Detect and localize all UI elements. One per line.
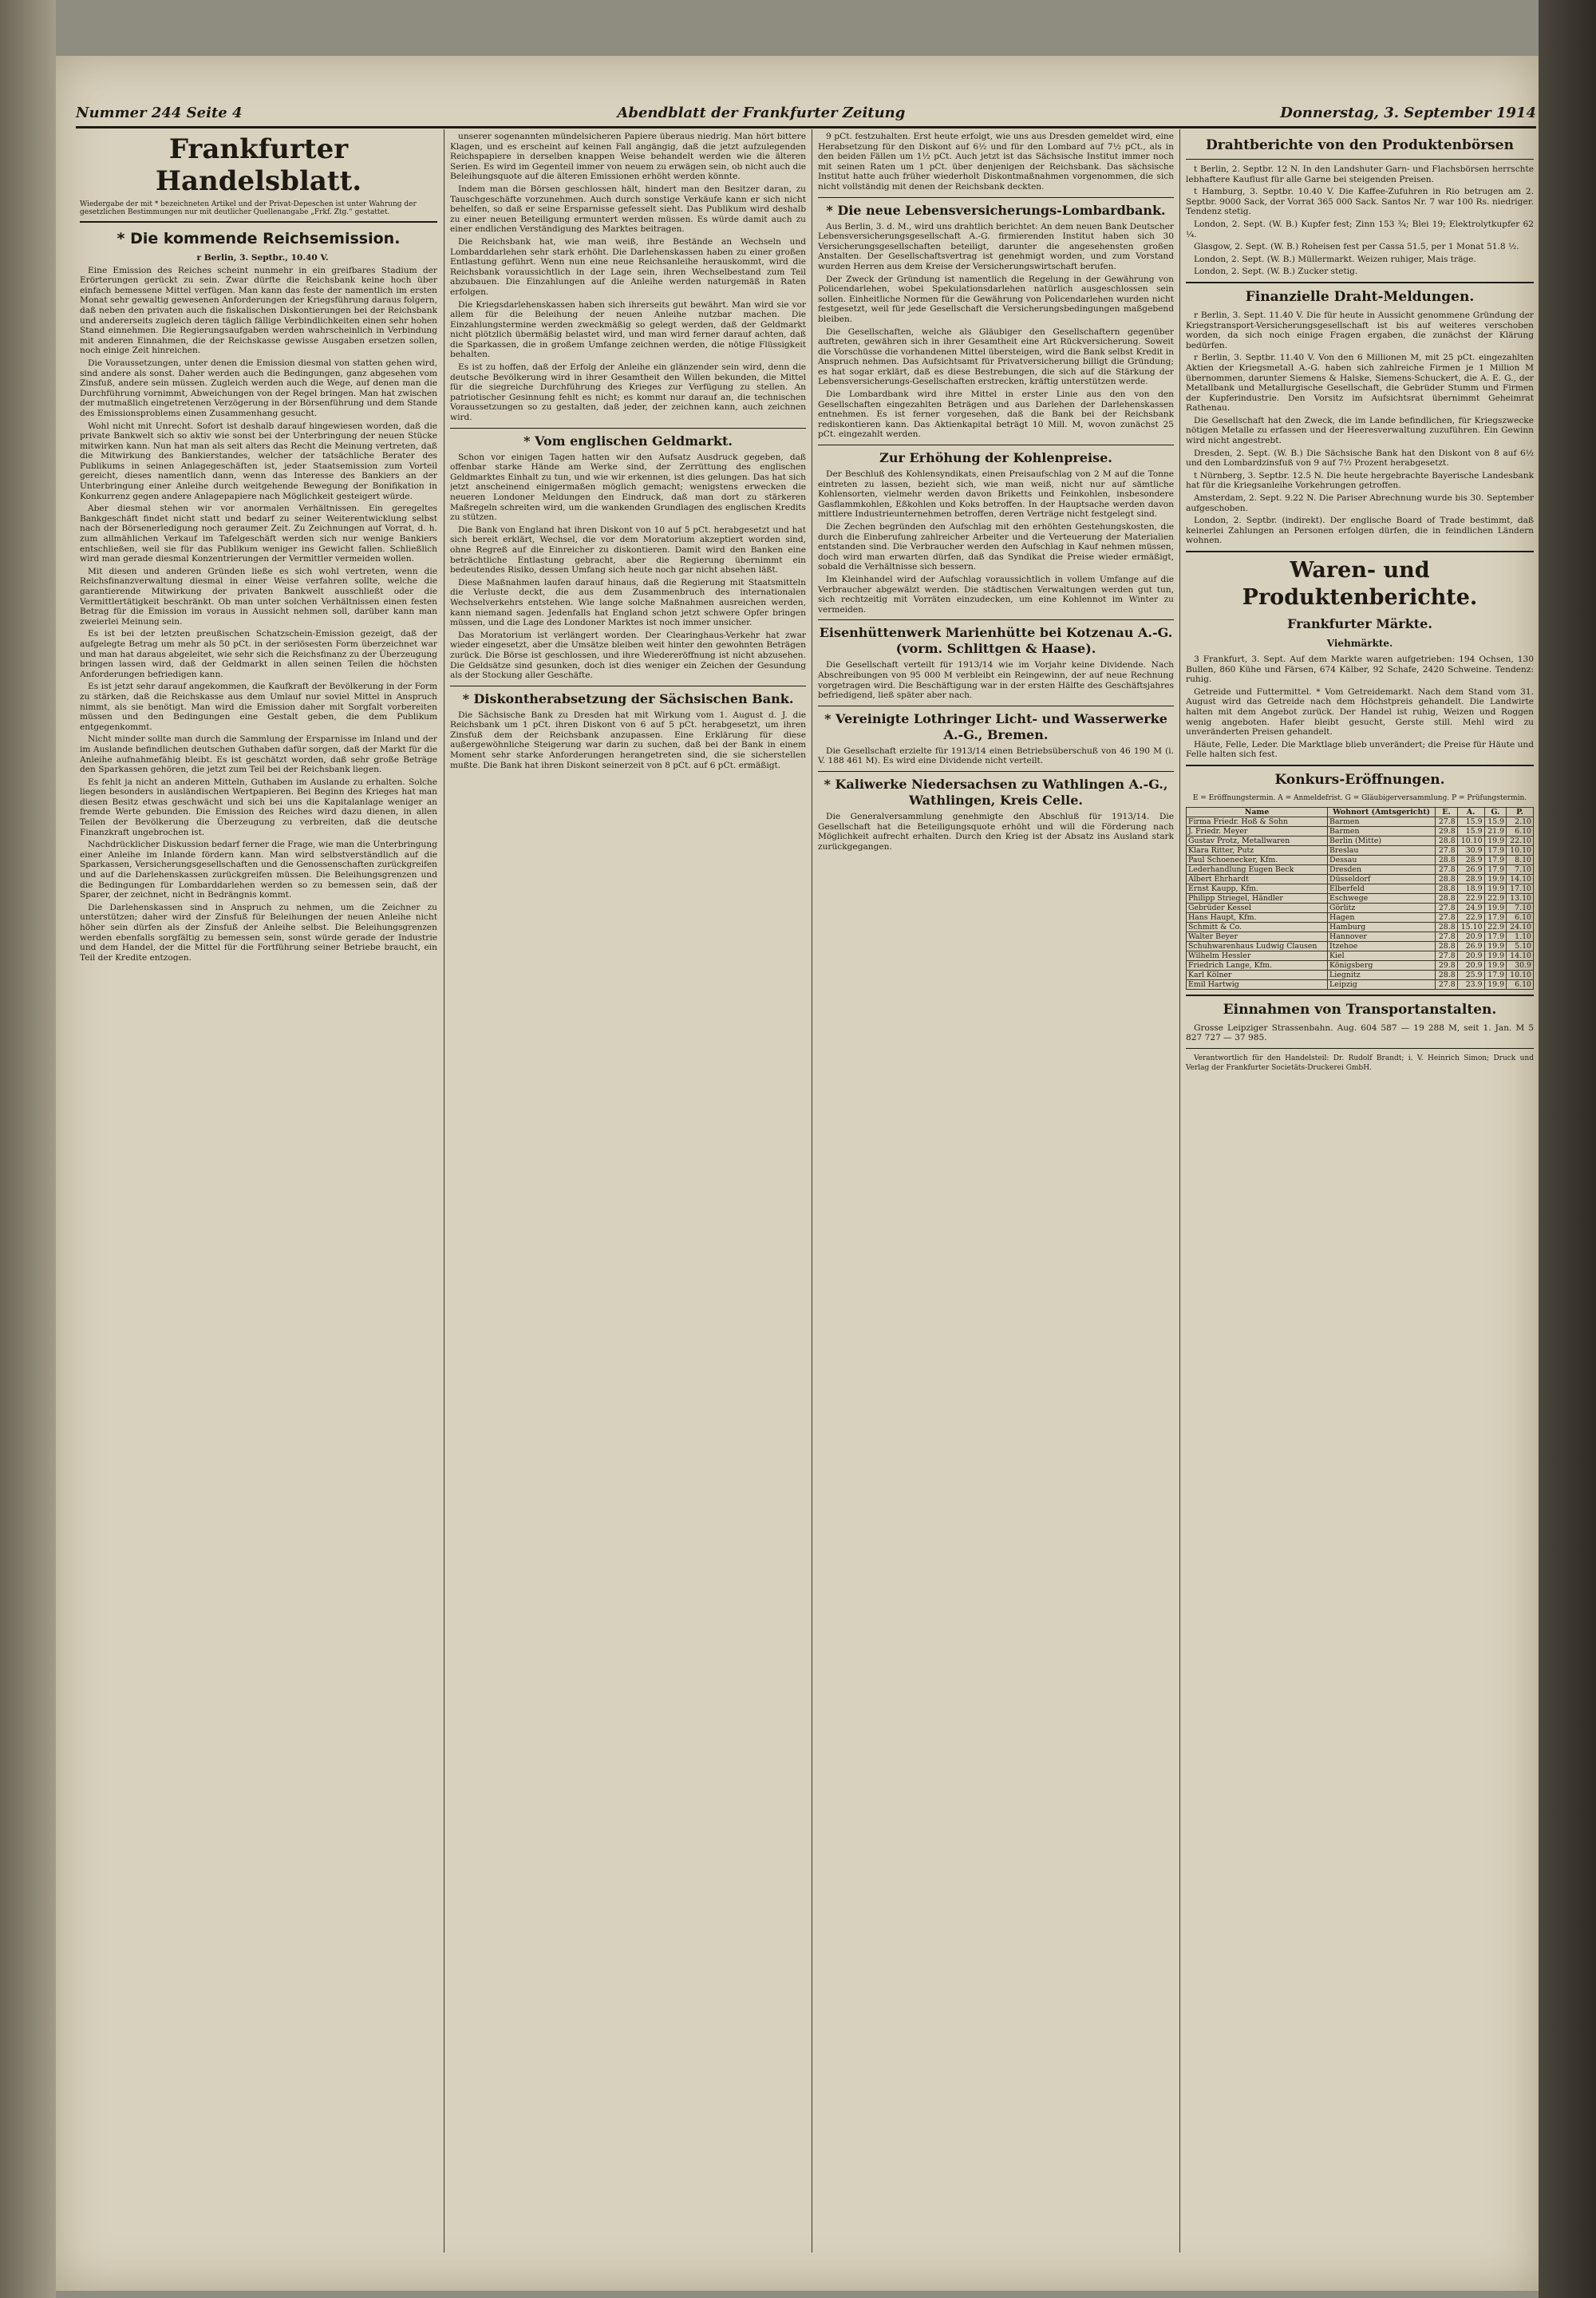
table-cell: Emil Hartwig <box>1187 979 1328 989</box>
table-cell: 28.8 <box>1436 970 1458 979</box>
paragraph: Die Generalversammlung genehmigte den Abschluß für 1913/14. Die Gesellschaft hat die Beteiligungsquote erhöht und will die Förderung nach Möglichkeit aufrecht erhalten. Durch den Krieg ist der Absatz ins Ausland stark zurückgegangen. <box>818 811 1174 852</box>
table-row <box>1187 884 1534 893</box>
table-cell: 19.9 <box>1484 903 1507 912</box>
masthead-rule <box>76 126 1536 129</box>
paragraph: Dresden, 2. Sept. (W. B.) Die Sächsische Bank hat den Diskont von 8 auf 6½ und den Lombardzinsfuß von 9 auf 7½ Prozent herabgesetzt. <box>1186 448 1534 469</box>
page-edge <box>1539 0 1596 2298</box>
table-cell: 28.8 <box>1436 874 1458 884</box>
table-cell: 15.9 <box>1457 817 1484 826</box>
divider <box>1186 159 1534 160</box>
table-cell: 22.9 <box>1457 912 1484 922</box>
table-cell: 6.10 <box>1507 979 1534 989</box>
paragraph: t Berlin, 2. Septbr. 12 N. In den Landshuter Garn- und Flachsbörsen herrschte lebhaftere Kauflust für alle Garne bei steigenden Preisen. <box>1186 164 1534 184</box>
paragraph: Die Bank von England hat ihren Diskont von 10 auf 5 pCt. herabgesetzt und hat sich bereit erklärt, Wechsel, die vor dem Moratorium akzeptiert worden sind, ohne Regreß auf die Einreicher zu diskontieren. Damit wird den Banken eine beträchtliche Entlastung gebracht, aber die Regierung übernimmt ein bedeutendes Risiko, dessen Umfang sich heute noch gar nicht absehen läßt. <box>450 524 806 575</box>
paragraph: Aus Berlin, 3. d. M., wird uns drahtlich berichtet: An dem neuen Bank Deutscher Lebensversicherungsgesellschaft A.-G. firmierenden Institut haben sich 30 Versicherungsgesellschaften beteiligt, darunter die angesehensten großen Anstalten. Der Gesellschaftsvertrag ist genehmigt worden, und zum Vorstand wurden Herren aus dem Kreise der Versicherungswirtschaft berufen. <box>818 221 1174 271</box>
paragraph: London, 2. Septbr. (indirekt). Der englische Board of Trade bestimmt, daß keinerlei Zahlungen an Personen erfolgen dürfen, die in feindlichen Ländern wohnen. <box>1186 516 1534 546</box>
table-cell: Dresden <box>1328 864 1436 874</box>
paragraph: Im Kleinhandel wird der Aufschlag voraussichtlich in vollem Umfange auf die Verbraucher abgewälzt werden. Die städtischen Verwaltungen werden gut tun, sich rechtzeitig mit Vorräten einzudecken, um eine Kohlennot im Winter zu vermeiden. <box>818 574 1174 615</box>
table-cell: 19.9 <box>1484 884 1507 893</box>
table-cell: Friedrich Lange, Kfm. <box>1187 960 1328 970</box>
table-cell: 28.9 <box>1457 855 1484 864</box>
table-cell: Barmen <box>1328 817 1436 826</box>
section-title: Finanzielle Draht-Meldungen. <box>1245 288 1475 305</box>
paragraph: Schon vor einigen Tagen hatten wir den Aufsatz Ausdruck gegeben, daß offenbar starke Hände am Werke sind, der Zerrüttung des englischen Geldmarktes Einhalt zu tun, und wie wir erkennen, ist dies gelungen. Das hat sich jetzt anscheinend einigermaßen möglich gemacht; wenigstens erwecken die neueren Londoner Meldungen den Eindruck, daß man dort zu stärkeren Maßregeln schreiten wird, um die wankenden Grundlagen des englischen Kredits zu stützen. <box>450 452 806 523</box>
column-3 <box>818 132 1174 2251</box>
table-cell: 2.10 <box>1507 817 1534 826</box>
paragraph: Die Kriegsdarlehenskassen haben sich ihrerseits gut bewährt. Man wird sie vor allem für die Beleihung der neuen Anleihe nutzbar machen. Die Einzahlungstermine werden zweckmäßig so gelegt werden, daß der Geldmarkt nicht plötzlich übermäßig belastet wird, und man wird ferner darauf achten, daß die Sparkassen, die in großem Umfange zeichnen werden, die nötige Flüssigkeit behalten. <box>450 299 806 360</box>
subsection-title: Viehmärkte. <box>1326 638 1393 649</box>
paragraph: Die Voraussetzungen, unter denen die Emission diesmal von statten gehen wird, sind andere als sonst. Daher werden auch die Bedingungen, ganz abgesehen vom Zinsfuß, andere sein müssen. Zugleich werden auch die Wege, auf denen man die Durchführung vornimmt, Abweichungen von der Regel bringen. Man hat zwischen der mutmaßlich eingetretenen Verzögerung in der Börsenführung und dem Stande des Emissionsproblems einen Zusammenhang gesucht. <box>80 358 437 418</box>
bankruptcy-table <box>1186 807 1534 990</box>
table-cell: 27.8 <box>1436 951 1458 960</box>
divider <box>818 197 1174 198</box>
table-cell: 28.8 <box>1436 884 1458 893</box>
table-row <box>1187 845 1534 855</box>
table-cell: Dessau <box>1328 855 1436 864</box>
paragraph: r Berlin, 3. Septbr. 11.40 V. Von den 6 Millionen M, mit 25 pCt. eingezahlten Aktien der Kriegsmetall A.-G. haben sich zahlreiche Firmen je 1 Million M übernommen, darunter Siemens & Halske, Siemens-Schuckert, die A. E. G., der Metallbank und Metallurgische Gesellschaft, die Gebrüder Stumm und Firmen der Kupferindustrie. Den Vorsitz im Aufsichtsrat übernimmt Geheimrat Rathenau. <box>1186 353 1534 413</box>
divider <box>80 221 437 223</box>
article-title: * Die neue Lebensversicherungs-Lombardbank. <box>826 202 1166 218</box>
paragraph: Die Gesellschaften, welche als Gläubiger den Gesellschaftern gegenüber auftreten, gewähren sich in ihrer Gesamtheit eine Art Rückversicherung. Soweit die Vorschüsse die vorhandenen Mittel übersteigen, wird die Bank selbst Kredit in Anspruch nehmen. Das Aufsichtsamt für Privatversicherung billigt die Gründung; es hat sogar erklärt, daß es diese Bestrebungen, die sich auf die Stärkung der Lebensversicherungs-Gesellschaften erstrecken, kräftig unterstützen werde. <box>818 326 1174 387</box>
paragraph: Die Gesellschaft hat den Zweck, die im Lande befindlichen, für Kriegszwecke nötigen Metalle zu erfassen und der Heeresverwaltung zuzuführen. Ein Gewinn wird nicht angestrebt. <box>1186 415 1534 446</box>
column-rule <box>1179 129 1180 2253</box>
table-cell: Königsberg <box>1328 960 1436 970</box>
paragraph: unserer sogenannten mündelsicheren Papiere überaus niedrig. Man hört bittere Klagen, und es erscheint auf keinen Fall angängig, daß die jetzt aufzulegenden Reichspapiere in derselben knappen Weise behandelt werden wie die älteren Serien. Es wird im Gegenteil immer von neuem zu erwägen sein, ob nicht auch die Beleihungsquote auf die älteren Emissionen erhöht werden könnte. <box>450 132 806 182</box>
paragraph: Es ist zu hoffen, daß der Erfolg der Anleihe ein glänzender sein wird, denn die deutsche Bevölkerung wird in ihrer Gesamtheit den Willen bekunden, die Mittel für die siegreiche Durchführung des Krieges zur Verfügung zu stellen. An patriotischer Gesinnung fehlt es nicht; es kommt nur darauf an, die technischen Voraussetzungen so zu gestalten, daß jeder, der zeichnen kann, auch zeichnen wird. <box>450 362 806 423</box>
column-2 <box>450 132 806 2251</box>
paragraph: Die Sächsische Bank zu Dresden hat mit Wirkung vom 1. August d. J. die Reichsbank um 1 pCt. ihren Diskont von 6 auf 5 pCt. herabgesetzt, um ihren Zinsfuß dem der Reichsbank anzupassen. Eine Erklärung für diese außergewöhnliche Steigerung war darin zu suchen, daß bei der Bank in einem Moment sehr starke Anforderungen herangetreten sind, die sie sicherstellen mußte. Die Bank hat ihren Diskont seinerzeit von 8 pCt. auf 6 pCt. ermäßigt. <box>450 710 806 770</box>
column-4 <box>1186 132 1534 2251</box>
table-row <box>1187 855 1534 864</box>
paragraph: Nachdrücklicher Diskussion bedarf ferner die Frage, wie man die Unterbringung einer Anleihe im Inlande fördern kann. Man wird selbstverständlich auf die Sparkassen, Versicherungsgesellschaften und die Genossenschaften zurückgreifen und auf die Darlehenskassen zurückgreifen müssen. Die Beleihungsgrenzen und die Bedingungen für Lombarddarlehen werden so zu bemessen sein, daß der Sparer, der zeichnet, nicht in Bedrängnis kommt. <box>80 840 437 900</box>
table-cell: 21.9 <box>1484 826 1507 836</box>
table-cell: 29.8 <box>1436 960 1458 970</box>
paragraph: London, 2. Sept. (W. B.) Zucker stetig. <box>1194 267 1358 277</box>
dateline: r Berlin, 3. Septbr., 10.40 V. <box>196 253 329 263</box>
reprint-notice: Wiedergabe der mit * bezeichneten Artikel und der Privat-Depeschen ist unter Wahrung der gesetzlichen Bestimmungen nur mit deutlicher Quellenangabe „Frkf. Ztg.“ gestattet. <box>80 200 417 216</box>
table-row <box>1187 979 1534 989</box>
paragraph: 3 Frankfurt, 3. Sept. Auf dem Markte waren aufgetrieben: 194 Ochsen, 130 Bullen, 860 Kühe und Färsen, 674 Kälber, 92 Schafe, 2420 Schweine. Tendenz: ruhig. <box>1186 655 1534 685</box>
article-title: * Kaliwerke Niedersachsen zu Wathlingen A.-G., Wathlingen, Kreis Celle. <box>824 776 1168 808</box>
article-title: * Die kommende Reichsemission. <box>117 230 401 247</box>
table-cell: Philipp Striegel, Händler <box>1187 893 1328 903</box>
paragraph: Indem man die Börsen geschlossen hält, hindert man den Besitzer daran, zu Tauschgeschäfte vorzunehmen. Auch durch sonstige Verkäufe kann er sich nicht behelfen, so daß er seine Ersparnisse gefesselt sieht. Das Publikum wird deshalb zu einer neuen Beteiligung ermuntert werden müssen. Es würde damit auch zu einer endlichen Verständigung des Marktes beitragen. <box>450 184 806 235</box>
table-cell: Gebrüder Kessel <box>1187 903 1328 912</box>
table-cell: Lederhandlung Eugen Beck <box>1187 864 1328 874</box>
section-title: Einnahmen von Transportanstalten. <box>1223 1001 1497 1018</box>
table-cell: 20.9 <box>1457 931 1484 941</box>
table-cell: 5.10 <box>1507 941 1534 951</box>
paragraph: Diese Maßnahmen laufen darauf hinaus, daß die Regierung mit Staatsmitteln die Verluste deckt, die aus dem Zusammenbruch des internationalen Wechselverkehrs entstehen. Wie lange solche Maßnahmen ausreichen werden, kann niemand sagen. Jedenfalls hat England schon jetzt schwere Opfer bringen müssen, und die Lage des Londoner Marktes ist noch immer unsicher. <box>450 577 806 628</box>
table-cell: Wilhelm Hessler <box>1187 951 1328 960</box>
table-cell: Kiel <box>1328 951 1436 960</box>
table-cell: 17.10 <box>1507 884 1534 893</box>
paragraph: London, 2. Sept. (W. B.) Müllermarkt. Weizen ruhiger, Mais träge. <box>1194 254 1476 264</box>
table-cell: 26.9 <box>1457 864 1484 874</box>
table-cell: 19.9 <box>1484 941 1507 951</box>
table-cell: 14.10 <box>1507 951 1534 960</box>
table-body <box>1187 817 1534 989</box>
table-cell: Schuhwarenhaus Ludwig Clausen <box>1187 941 1328 951</box>
column-header: E. <box>1436 807 1458 817</box>
paragraph: Getreide und Futtermittel. * Vom Getreidemarkt. Nach dem Stand vom 31. August wird das Getreide nach dem Höchstpreis gehandelt. Die Landwirte halten mit dem Angebot zurück. Der Handel ist ruhig, Weizen und Roggen wenig angeboten. Hafer bleibt gesucht, Gerste still. Mehl wird zu unveränderten Preisen gehandelt. <box>1186 686 1534 738</box>
table-row <box>1187 864 1534 874</box>
table-cell: 27.8 <box>1436 931 1458 941</box>
table-cell: 7.10 <box>1507 903 1534 912</box>
paragraph: Glasgow, 2. Sept. (W. B.) Roheisen fest per Cassa 51.5, per 1 Monat 51.8 ½. <box>1194 242 1519 252</box>
paragraph: Wohl nicht mit Unrecht. Sofort ist deshalb darauf hingewiesen worden, daß die private Bankwelt sich so aktiv wie sonst bei der Unterbringung der neuen Stücke mitwirken kann. Nun hat man als seit alters das Recht die Meinung vertreten, daß die Mitwirkung des Bankierstandes, welcher der tatsächliche Berater des Publikums in seinen Anlagegeschäften ist, jeder Staatsemission zum Vorteil gereicht, dieses namentlich dann, wenn das Interesse des Bankiers an der Unterbringung einer Anleihe durch weitgehende Bewegung der Bonifikation in Konkurrenz gegen andere Anlagepapiere nach Möglichkeit gesteigert würde. <box>80 421 437 501</box>
article-title: * Vom englischen Geldmarkt. <box>523 433 733 449</box>
table-cell: Hagen <box>1328 912 1436 922</box>
table-cell: 27.8 <box>1436 817 1458 826</box>
table-cell: 27.8 <box>1436 912 1458 922</box>
table-cell: 6.10 <box>1507 826 1534 836</box>
table-cell: 27.8 <box>1436 864 1458 874</box>
book-binding <box>0 0 56 2298</box>
page-title: Frankfurter Handelsblatt. <box>155 133 362 197</box>
table-cell: Hamburg <box>1328 922 1436 931</box>
table-cell: Liegnitz <box>1328 970 1436 979</box>
table-cell: Albert Ehrhardt <box>1187 874 1328 884</box>
table-cell: Firma Friedr. Hoß & Sohn <box>1187 817 1328 826</box>
table-cell: 22.9 <box>1457 893 1484 903</box>
table-cell: 22.9 <box>1484 922 1507 931</box>
table-header-row <box>1187 807 1534 817</box>
table-cell: Itzehoe <box>1328 941 1436 951</box>
table-cell: 28.9 <box>1457 874 1484 884</box>
divider <box>1186 551 1534 552</box>
section-title: Waren- und Produktenberichte. <box>1242 558 1478 610</box>
table-cell: 20.9 <box>1457 960 1484 970</box>
table-cell: Leipzig <box>1328 979 1436 989</box>
table-row <box>1187 874 1534 884</box>
article-title: * Diskontherabsetzung der Sächsischen Bank. <box>462 690 794 706</box>
paragraph: Aber diesmal stehen wir vor anormalen Verhältnissen. Ein geregeltes Bankgeschäft findet nicht statt und bedarf zu seiner Weiterentwicklung selbst nach der Börsenerledigung noch geraumer Zeit. Zu Zeichnungen auf Vorrat, d. h. zum allmählichen Verkauf im Tafelgeschäft werden sich nur wenige Bankiers entschließen, weil sie für das Publikum weniger ins Gewicht fallen. Schließlich wird man gerade diesmal Konzentrierungen der Vermittler vermeiden wollen. <box>80 504 437 564</box>
paragraph: 9 pCt. festzuhalten. Erst heute erfolgt, wie uns aus Dresden gemeldet wird, eine Herabsetzung für den Diskont auf 6½ und für den Lombard auf 7½ pCt., als in den beiden Fällen um 1½ pCt. Auch jetzt ist das Sächsische Institut immer noch mit seinen Raten um 1 pCt. über denjenigen der Reichsbank. Das sächsische Institut hatte auch früher wiederholt Diskontmaßnahmen vorgenommen, die sich nicht vollständig mit denen der Reichsbank deckten. <box>818 132 1174 192</box>
divider <box>1186 1048 1534 1049</box>
table-cell: 22.9 <box>1484 893 1507 903</box>
table-row <box>1187 836 1534 845</box>
table-cell: 27.8 <box>1436 903 1458 912</box>
table-cell: 8.10 <box>1507 855 1534 864</box>
article-title: Zur Erhöhung der Kohlenpreise. <box>879 450 1112 466</box>
divider <box>1186 765 1534 766</box>
table-cell: 18.9 <box>1457 884 1484 893</box>
table-cell: 28.8 <box>1436 922 1458 931</box>
table-row <box>1187 951 1534 960</box>
table-cell: 30.9 <box>1457 845 1484 855</box>
paragraph: Eine Emission des Reiches scheint nunmehr in ein greifbares Stadium der Erörterungen gerückt zu sein. Zwar dürfte die Reichsbank keine hoch über einfach bemessene Mittel verfügen. Man kann das feste der namentlich im ersten Monat sehr gewaltig gewesenen Anforderungen der Kriegsführung daraus folgern, daß neben den privaten auch die fiskalischen Diskontierungen bei der Reichsbank und andererseits zugleich deren täglich fällige Verbindlichkeiten einen sehr hohen Stand einnehmen. Die Regierungsaufgaben werden wahrscheinlich in Verbindung mit anderen Einnahmen, die der Reichskasse gewisse Ausgaben ersetzen sollen, noch einige Zeit hinreichen. <box>80 265 437 356</box>
paragraph: t Nürnberg, 3. Septbr. 12.5 N. Die heute hergebrachte Bayerische Landesbank hat für die Kriegsanleihe Vorkehrungen getroffen. <box>1186 470 1534 491</box>
table-cell: 17.9 <box>1484 845 1507 855</box>
paragraph: Das Moratorium ist verlängert worden. Der Clearinghaus-Verkehr hat zwar wieder eingesetzt, aber die Umsätze bleiben weit hinter den gewohnten Beträgen zurück. Die Börse ist geschlossen, und ihre Wiedereröffnung ist nicht abzusehen. Die Geldsätze sind gesunken, doch ist dies weniger ein Zeichen der Gesundung als der Stockung aller Geschäfte. <box>450 630 806 681</box>
masthead-paper-name: Abendblatt der Frankfurter Zeitung <box>617 104 906 121</box>
table-row <box>1187 922 1534 931</box>
table-cell: 17.9 <box>1484 970 1507 979</box>
table-cell: 17.9 <box>1484 912 1507 922</box>
table-cell: J. Friedr. Meyer <box>1187 826 1328 836</box>
column-header: A. <box>1457 807 1484 817</box>
masthead-issue: Nummer 244 Seite 4 <box>76 104 243 121</box>
table-cell: 24.9 <box>1457 903 1484 912</box>
table-cell: Klara Ritter, Putz <box>1187 845 1328 855</box>
table-cell: Barmen <box>1328 826 1436 836</box>
table-cell: 17.9 <box>1484 864 1507 874</box>
table-cell: 15.10 <box>1457 922 1484 931</box>
paragraph: Es fehlt ja nicht an anderen Mitteln, Guthaben im Auslande zu erhalten. Solche liegen besonders in ausländischen Wertpapieren. Bei Beginn des Krieges hat man diesen Besitz etwas geschwächt und sich bei uns die Kapitalanlage weniger an fremde Werte gebunden. Die Emission des Reiches wird dazu dienen, in allen Teilen der Bevölkerung die Überzeugung zu verbreiten, daß die deutsche Finanzkraft ungebrochen ist. <box>80 777 437 837</box>
table-cell: Eschwege <box>1328 893 1436 903</box>
paragraph: Mit diesen und anderen Gründen ließe es sich wohl vertreten, wenn die Reichsfinanzverwaltung diesmal in einer Weise verfahren sollte, welche die garantierende Mitwirkung der privaten Bankwelt ausschließt oder die Vermittlertätigkeit beschränkt. Ob man unter solchen Verhältnissen einen festen Betrag für die Emission im voraus in Aussicht nehmen soll, darüber kann man zweierlei Meinung sein. <box>80 566 437 627</box>
divider <box>1186 995 1534 996</box>
table-cell: Ernst Kaupp, Kfm. <box>1187 884 1328 893</box>
table-cell: 19.9 <box>1484 874 1507 884</box>
column-1 <box>80 132 437 2251</box>
table-row <box>1187 970 1534 979</box>
divider <box>818 771 1174 772</box>
table-cell: Paul Schoenecker, Kfm. <box>1187 855 1328 864</box>
table-legend: E = Eröffnungstermin. A = Anmeldefrist. G = Gläubigerversammlung. P = Prüfungstermin. <box>1192 793 1527 802</box>
table-cell: Elberfeld <box>1328 884 1436 893</box>
paragraph: r Berlin, 3. Sept. 11.40 V. Die für heute in Aussicht genommene Gründung der Kriegstransport-Versicherungsgesellschaft ist bis auf weiteres verschoben worden, da sich noch einige Fragen ergaben, die zunächst der Klärung bedürfen. <box>1186 310 1534 350</box>
table-cell: 1.10 <box>1507 931 1534 941</box>
table-cell: 7.10 <box>1507 864 1534 874</box>
article-title: * Vereinigte Lothringer Licht- und Wasserwerke A.-G., Bremen. <box>824 710 1167 742</box>
paragraph: Es ist bei der letzten preußischen Schatzschein-Emission gezeigt, daß der aufgelegte Betrag um mehr als 50 pCt. in der seriösesten Form überzeichnet war und man hat daraus abgeleitet, wie sehr sich die Reichsfinanz zu der Überzeugung bringen lassen wird, daß der Geldmarkt in allen seinen Teilen die höchsten Anforderungen befriedigen kann. <box>80 629 437 679</box>
column-header: Wohnort (Amtsgericht) <box>1328 807 1436 817</box>
table-cell: 28.8 <box>1436 855 1458 864</box>
divider <box>818 619 1174 620</box>
table-cell: Hans Haupt, Kfm. <box>1187 912 1328 922</box>
table-row <box>1187 941 1534 951</box>
paragraph: London, 2. Sept. (W. B.) Kupfer fest; Zinn 153 ¾; Blei 19; Elektrolytkupfer 62 ¼. <box>1186 219 1534 239</box>
table-cell: Walter Beyer <box>1187 931 1328 941</box>
table-row <box>1187 826 1534 836</box>
divider <box>450 428 806 429</box>
paragraph: Der Beschluß des Kohlensyndikats, einen Preisaufschlag von 2 M auf die Tonne eintreten zu lassen, bezieht sich, wie man weiß, nicht nur auf sämtliche Kohlensorten, vielmehr werden davon Briketts und Feinkohlen, insbesondere Gasflammkohlen, Eßkohlen und Koks betroffen. In der Hauptsache werden davon mittlere Industrieunternehmen betroffen, deren Verträge nicht festgelegt sind. <box>818 469 1174 520</box>
article-title: Eisenhüttenwerk Marienhütte bei Kotzenau A.-G. (vorm. Schlittgen & Haase). <box>819 625 1173 657</box>
table-row <box>1187 817 1534 826</box>
table-cell: 15.9 <box>1484 817 1507 826</box>
table-cell: 10.10 <box>1507 970 1534 979</box>
table-cell: Gustav Protz, Metallwaren <box>1187 836 1328 845</box>
paragraph: Grosse Leipziger Strassenbahn. Aug. 604 587 — 19 288 M, seit 1. Jan. M 5 827 727 — 37 985. <box>1186 1022 1534 1043</box>
table-cell: Karl Kölner <box>1187 970 1328 979</box>
table-cell: 6.10 <box>1507 912 1534 922</box>
table-cell: 20.9 <box>1457 951 1484 960</box>
table-cell: 17.9 <box>1484 855 1507 864</box>
paragraph: Die Lombardbank wird ihre Mittel in erster Linie aus den von den Gesellschaften eingezahlten Beträgen und aus Darlehen der Darlehenskassen entnehmen. Es ist ferner vorgesehen, daß die Bank bei der Reichsbank rediskontieren kann. Das Aktienkapital beträgt 10 Mill. M, wovon zunächst 25 pCt. eingezahlt werden. <box>818 390 1174 440</box>
table-cell: 14.10 <box>1507 874 1534 884</box>
table-cell: 19.9 <box>1484 951 1507 960</box>
table-cell: 19.9 <box>1484 979 1507 989</box>
paragraph: Es ist jetzt sehr darauf angekommen, die Kaufkraft der Bevölkerung in der Form zu stärken, daß die Reichskasse aus dem Umlauf nur soviel Mittel in Anspruch nimmt, als sie benötigt. Man wird die Emission daher mit Sorgfalt vorbereiten müssen und den Bedingungen eine Gestalt geben, die dem Publikum entgegenkommt. <box>80 682 437 732</box>
table-cell: 29.8 <box>1436 826 1458 836</box>
table-cell: 19.9 <box>1484 960 1507 970</box>
section-title: Konkurs-Eröffnungen. <box>1274 771 1445 788</box>
table-cell: 27.8 <box>1436 979 1458 989</box>
table-cell: 22.10 <box>1507 836 1534 845</box>
column-header: G. <box>1484 807 1507 817</box>
table-cell: 25.9 <box>1457 970 1484 979</box>
table-cell: 15.9 <box>1457 826 1484 836</box>
table-cell: 10.10 <box>1457 836 1484 845</box>
table-cell: Hannover <box>1328 931 1436 941</box>
table-cell: 19.9 <box>1484 836 1507 845</box>
imprint: Verantwortlich für den Handelsteil: Dr. Rudolf Brandt; i. V. Heinrich Simon; Druck und Verlag der Frankfurter Societäts-Druckerei GmbH. <box>1186 1054 1534 1073</box>
paragraph: Die Reichsbank hat, wie man weiß, ihre Bestände an Wechseln und Lombarddarlehen sehr stark erhöht. Die Darlehenskassen haben zu einer großen Entlastung geführt. Wenn nun eine neue Reichsanleihe herauskommt, wird die Reichsbank voraussichtlich in der Lage sein, ihren Wechselbestand zum Teil abzubauen. Die Einzahlungen auf die Anleihe werden naturgemäß in Raten erfolgen. <box>450 236 806 297</box>
table-cell: Breslau <box>1328 845 1436 855</box>
paragraph: Der Zweck der Gründung ist namentlich die Regelung in der Gewährung von Policendarlehen, wobei Spekulationsdarlehen natürlich ausgeschlossen sein sollen. Einheitliche Normen für die Gewährung von Policendarlehen wurden nicht festgesetzt, weil für jede Gesellschaft die Versicherungsbedingungen maßgebend bleiben. <box>818 274 1174 324</box>
subsection-title: Frankfurter Märkte. <box>1287 616 1432 631</box>
table-cell: 28.8 <box>1436 836 1458 845</box>
table-cell: 27.8 <box>1436 845 1458 855</box>
table-cell: 24.10 <box>1507 922 1534 931</box>
table-cell: 26.9 <box>1457 941 1484 951</box>
table-cell: 28.8 <box>1436 941 1458 951</box>
paragraph: Die Darlehenskassen sind in Anspruch zu nehmen, um die Zeichner zu unterstützen; daher wird der Zinsfuß für Beleihungen der neuen Anleihe nicht höher sein dürfen als der Zinsfuß der Anleihe selbst. Die Beleihungsgrenzen werden ebenfalls sorgfältig zu bemessen sein, sonst würde gerade der Industrie und dem Handel, der die Mittel für die Fortführung seiner Betriebe braucht, ein Teil der Kredite entzogen. <box>80 902 437 963</box>
table-cell: 10.10 <box>1507 845 1534 855</box>
column-header: Name <box>1187 807 1328 817</box>
paragraph: Nicht minder sollte man durch die Sammlung der Ersparnisse im Inland und der im Auslande befindlichen deutschen Guthaben dafür sorgen, daß der Markt für die Anleihe aufnahmefähig bleibt. Es ist geschätzt worden, daß sehr große Beträge den Sparkassen gehören, die jetzt zum Teil bei der Reichsbank liegen. <box>80 734 437 775</box>
divider <box>1186 282 1534 283</box>
section-title: Drahtberichte von den Produktenbörsen <box>1206 137 1514 153</box>
table-cell: 13.10 <box>1507 893 1534 903</box>
paragraph: Die Gesellschaft erzielte für 1913/14 einen Betriebsüberschuß von 46 190 M (i. V. 188 461 M). Es wird eine Dividende nicht verteilt. <box>818 746 1174 766</box>
masthead-date: Donnerstag, 3. September 1914 <box>1280 104 1536 121</box>
table-cell: Schmitt & Co. <box>1187 922 1328 931</box>
table-row <box>1187 931 1534 941</box>
table-cell: Düsseldorf <box>1328 874 1436 884</box>
paragraph: Amsterdam, 2. Sept. 9.22 N. Die Pariser Abrechnung wurde bis 30. September aufgeschoben. <box>1186 493 1534 513</box>
table-cell: 17.9 <box>1484 931 1507 941</box>
table-cell: Görlitz <box>1328 903 1436 912</box>
paragraph: Die Gesellschaft verteilt für 1913/14 wie im Vorjahr keine Dividende. Nach Abschreibungen von 95 000 M verbleibt ein Reingewinn, der auf neue Rechnung vorgetragen wird. Die Beschäftigung war in der ersten Hälfte des Geschäftsjahres befriedigend, ließ später aber nach. <box>818 660 1174 701</box>
table-row <box>1187 960 1534 970</box>
table-cell: 28.8 <box>1436 893 1458 903</box>
table-row <box>1187 903 1534 912</box>
table-cell: Berlin (Mitte) <box>1328 836 1436 845</box>
column-header: P. <box>1507 807 1534 817</box>
table-cell: 30.9 <box>1507 960 1534 970</box>
table-row <box>1187 893 1534 903</box>
table-row <box>1187 912 1534 922</box>
table-cell: 23.9 <box>1457 979 1484 989</box>
paragraph: Die Zechen begründen den Aufschlag mit den erhöhten Gestehungskosten, die durch die Einberufung zahlreicher Arbeiter und die Verteuerung der Materialien entstanden sind. Die Verbraucher werden den Aufschlag in Kauf nehmen müssen, doch wird man erwarten dürfen, daß das Syndikat die Preise wieder ermäßigt, sobald die Verhältnisse sich bessern. <box>818 522 1174 572</box>
masthead <box>76 102 1536 123</box>
paragraph: t Hamburg, 3. Septbr. 10.40 V. Die Kaffee-Zufuhren in Rio betrugen am 2. Septbr. 9000 Sack, der Vorrat 365 000 Sack. Santos Nr. 7 war 100 Rs. niedriger. Tendenz stetig. <box>1186 187 1534 217</box>
paragraph: Häute, Felle, Leder. Die Marktlage blieb unverändert; die Preise für Häute und Felle halten sich fest. <box>1186 739 1534 760</box>
